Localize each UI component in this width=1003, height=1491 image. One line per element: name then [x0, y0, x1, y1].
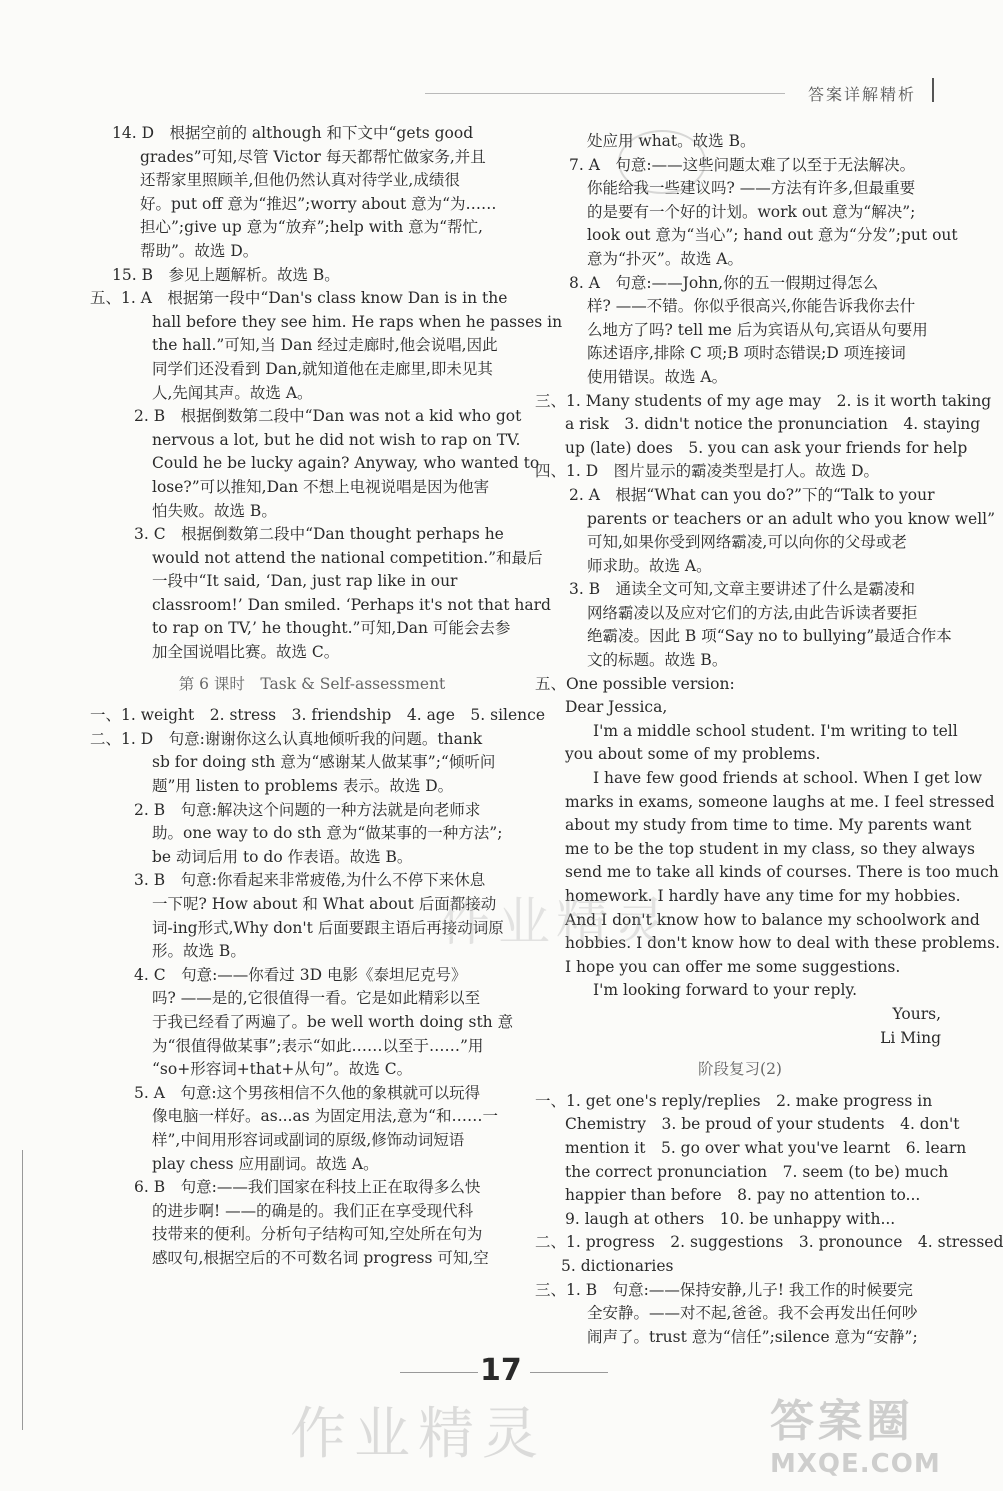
letter-line: hobbies. I don't know how to deal with these problems. — [565, 934, 1001, 953]
text-line: 2. B 句意:解决这个问题的一种方法就是向老师求 — [134, 800, 481, 819]
letter-line: I'm looking forward to your reply. — [593, 981, 858, 1000]
text-line: 师求助。故选 A。 — [587, 556, 712, 575]
text-line: 处应用 what。故选 B。 — [587, 132, 756, 150]
text-line: 五、1. A 根据第一段中“Dan's class know Dan is in the — [90, 289, 508, 308]
text-line: 像电脑一样好。as...as 为固定用法,意为“和……一 — [152, 1107, 498, 1126]
text-line: 怕失败。故选 B。 — [152, 501, 277, 520]
text-line: 全安静。——对不起,爸爸。我不会再发出任何吵 — [587, 1304, 918, 1323]
text-line: 词-ing形式,Why don't 后面要跟主语后再接动词原 — [152, 918, 504, 937]
text-line: 好。put off 意为“推迟”;worry about 意为“为…… — [140, 194, 497, 213]
text-line: the hall.”可知,当 Dan 经过走廊时,他会说唱,因此 — [152, 336, 498, 355]
header-title: 答案详解精析 — [808, 85, 917, 104]
watermark-logo-url: MXQE.COM — [770, 1449, 941, 1479]
text-line: 二、1. D 句意:谢谢你这么认真地倾听我的问题。thank — [90, 729, 483, 748]
text-line: the correct pronunciation 7. seem (to be) much — [565, 1162, 949, 1181]
text-line: nervous a lot, but he did not wish to rap on TV. — [152, 430, 521, 449]
text-line: 9. laugh at others 10. be unhappy with... — [565, 1209, 896, 1228]
page-number: 17 — [480, 1353, 522, 1388]
text-line: 3. B 句意:你看起来非常疲倦,为什么不停下来休息 — [134, 871, 486, 890]
text-line: 一下呢? How about 和 What about 后面都接动 — [152, 895, 497, 913]
letter-line: And I don't know how to balance my schoolwork and — [565, 910, 980, 929]
text-line: 同学们还没看到 Dan,就知道他在走廊里,即未见其 — [152, 359, 493, 378]
text-line: 助。one way to do sth 意为“做某事的一种方法”; — [152, 824, 503, 843]
text-line: 人,先闻其声。故选 A。 — [152, 383, 313, 402]
text-line: 的进步啊! ——的确是的。我们正在享受现代科 — [152, 1201, 474, 1220]
text-line: 一、1. weight 2. stress 3. friendship 4. age 5. silence — [90, 706, 545, 725]
letter-line: I hope you can offer me some suggestions. — [565, 957, 901, 976]
text-line: 你能给我一些建议吗? ——方法有许多,但最重要 — [587, 179, 916, 198]
text-line: 15. B 参见上题解析。故选 B。 — [112, 265, 340, 284]
text-line: hall before they see him. He raps when he passes in — [152, 312, 563, 331]
text-line: 三、1. B 句意:——保持安静,儿子! 我工作的时候要完 — [535, 1280, 913, 1299]
text-line: 二、1. progress 2. suggestions 3. pronounce 4. stressed — [535, 1233, 1003, 1252]
text-line: look out 意为“当心”; hand out 意为“分发”;put out — [587, 226, 958, 245]
letter-closing: Yours, — [892, 1004, 941, 1023]
text-line: 3. B 通读全文可知,文章主要讲述了什么是霸凌和 — [569, 580, 916, 599]
text-line: 意为“扑灭”。故选 A。 — [587, 249, 743, 268]
letter-line: I have few good friends at school. When I get low — [593, 769, 983, 788]
text-line: to rap on TV,’ he thought.”可知,Dan 可能会去参 — [152, 619, 511, 638]
text-line: 样? ——不错。你似乎很高兴,你能告诉我你去什 — [587, 297, 916, 316]
letter-line: I'm a middle school student. I'm writing to tell — [593, 721, 958, 740]
letter-line: marks in exams, someone laughs at me. I feel stressed — [565, 792, 995, 811]
text-line: 一、1. get one's reply/replies 2. make progress in — [535, 1091, 933, 1110]
letter-line: homework. I hardly have any time for my hobbies. — [565, 887, 961, 905]
watermark-logo-text: 答案圈 — [770, 1396, 914, 1447]
text-line: Chemistry 3. be proud of your students 4. don't — [565, 1115, 960, 1134]
text-line: 7. A 句意:——这些问题太难了以至于无法解决。 — [569, 155, 916, 174]
right-column — [535, 130, 1003, 1349]
text-line: 4. C 句意:——你看过 3D 电影《泰坦尼克号》 — [134, 965, 467, 984]
text-line: play chess 应用副词。故选 A。 — [152, 1154, 379, 1173]
text-line: 么地方了吗? tell me 后为宾语从句,宾语从句要用 — [587, 320, 928, 339]
text-line: 形。故选 B。 — [152, 942, 246, 961]
text-line: 样”,中间用形容词或副词的原级,修饰动词短语 — [152, 1130, 465, 1149]
text-line: 担心”;give up 意为“放弃”;help with 意为“帮忙, — [140, 218, 483, 237]
text-line: “so+形容词+that+从句”。故选 C。 — [152, 1060, 413, 1079]
text-line: 加全国说唱比赛。故选 C。 — [152, 643, 340, 662]
text-line: 为“很值得做某事”;表示“如此……以至于……”用 — [152, 1036, 484, 1055]
text-line: mention it 5. go over what you've learnt 6. learn — [565, 1138, 967, 1157]
letter-line: send me to take all kinds of courses. There is too much — [565, 863, 999, 882]
text-line: 吗? ——是的,它很值得一看。它是如此精彩以至 — [152, 989, 481, 1008]
letter-salutation: Dear Jessica, — [565, 698, 668, 717]
text-line: 闹声了。trust 意为“信任”;silence 意为“安静”; — [587, 1327, 918, 1346]
text-line: happier than before 8. pay no attention to... — [565, 1186, 921, 1205]
text-line: 可知,如果你受到网络霸凌,可以向你的父母或老 — [587, 533, 907, 552]
page-number-rule-left — [400, 1372, 478, 1373]
text-line: a risk 3. didn't notice the pronunciation 4. staying — [565, 415, 981, 434]
text-line: 还帮家里照顾羊,但他仍然认真对待学业,成绩很 — [140, 171, 460, 190]
text-line: 陈述语序,排除 C 项;B 项时态错误;D 项连接词 — [587, 344, 906, 363]
header-rule — [425, 93, 785, 94]
text-line: 3. C 根据倒数第二段中“Dan thought perhaps he — [134, 525, 504, 544]
text-line: 2. B 根据倒数第二段中“Dan was not a kid who got — [134, 407, 522, 426]
text-line: lose?”可以推知,Dan 不想上电视说唱是因为他害 — [152, 477, 490, 496]
text-line: 三、1. Many students of my age may 2. is it worth taking — [535, 391, 992, 410]
watermark-logo — [770, 1385, 980, 1479]
header-bracket — [932, 78, 934, 102]
text-line: 5. dictionaries — [561, 1256, 674, 1275]
text-line: be 动词后用 to do 作表语。故选 B。 — [152, 847, 413, 866]
text-line: Could he be lucky again? Anyway, who wanted to — [152, 454, 540, 473]
text-line: 文的标题。故选 B。 — [587, 651, 728, 670]
text-line: 感叹句,根据空后的不可数名词 progress 可知,空 — [152, 1248, 489, 1267]
text-line: 使用错误。故选 A。 — [587, 367, 728, 386]
letter-line: about my study from time to time. My parents want — [565, 816, 972, 835]
letter-line: you about some of my problems. — [565, 745, 821, 764]
text-line: 一段中“It said, ‘Dan, just rap like in our — [152, 572, 458, 591]
text-line: 5. A 句意:这个男孩相信不久他的象棋就可以玩得 — [134, 1083, 481, 1102]
text-line: sb for doing sth 意为“感谢某人做某事”;“倾听问 — [152, 753, 496, 772]
page-number-rule-right — [530, 1372, 608, 1373]
text-line: 四、1. D 图片显示的霸凌类型是打人。故选 D。 — [535, 462, 879, 481]
text-line: classroom!’ Dan smiled. ‘Perhaps it's not that hard — [152, 595, 551, 614]
text-line: 14. D 根据空前的 although 和下文中“gets good — [112, 124, 474, 142]
text-line: 网络霸凌以及应对它们的方法,由此告诉读者要拒 — [587, 603, 918, 622]
text-line: grades”可知,尽管 Victor 每天都帮忙做家务,并且 — [140, 147, 486, 166]
watermark-text-bottom: 作业精灵 — [290, 1402, 546, 1467]
text-line: up (late) does 5. you can ask your friends for help — [565, 438, 968, 457]
section-title: 阶段复习(2) — [698, 1060, 782, 1079]
text-line: 8. A 句意:——John,你的五一假期过得怎么 — [569, 273, 879, 292]
text-line: parents or teachers or an adult who you know well” — [587, 509, 996, 528]
text-line: 五、One possible version: — [535, 674, 735, 693]
text-line: 2. A 根据“What can you do?”下的“Talk to your — [569, 485, 935, 504]
watermark-text-mid: 作业精灵 — [440, 893, 673, 953]
text-line: would not attend the national competition.”和最后 — [152, 548, 543, 567]
text-line: 题”用 listen to problems 表示。故选 D。 — [152, 777, 454, 796]
text-line: 的是要有一个好的计划。work out 意为“解决”; — [587, 202, 916, 221]
section-title: 第 6 课时 Task & Self-assessment — [178, 674, 446, 693]
text-line: 技带来的便利。分析句子结构可知,空处所在句为 — [152, 1225, 483, 1244]
letter-signature: Li Ming — [880, 1028, 941, 1047]
letter-line: me to be the top student in my class, so they always — [565, 839, 976, 858]
text-line: 帮助”。故选 D。 — [140, 241, 259, 260]
text-line: 于我已经看了两遍了。be well worth doing sth 意 — [152, 1012, 514, 1031]
page-fold-line — [22, 1150, 23, 1430]
text-line: 绝霸凌。因此 B 项“Say no to bullying”最适合作本 — [587, 627, 952, 646]
text-line: 6. B 句意:——我们国家在科技上正在取得多么快 — [134, 1178, 481, 1197]
